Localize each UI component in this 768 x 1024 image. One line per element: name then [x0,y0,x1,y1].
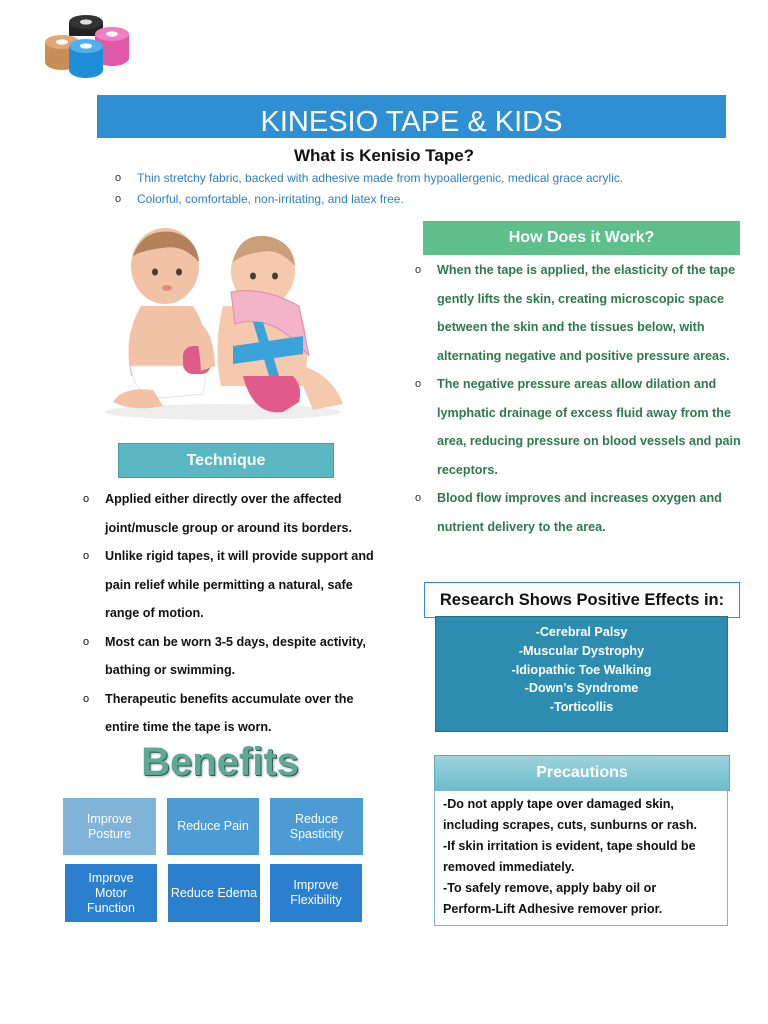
technique-list [83,485,383,742]
tile-label: Reduce Edema [170,885,258,900]
benefit-tile-posture [63,798,156,855]
list-item: o Applied either directly over the affected joint/muscle group or around its borders. [83,485,383,542]
research-header: Research Shows Positive Effects in: [424,582,740,618]
list-item: o The negative pressure areas allow dilation and lymphatic drainage of excess fluid away from the area, reducing pressure on blood vessels and pain receptors. [415,370,755,484]
list-item: o Blood flow improves and increases oxygen and nutrient delivery to the area. [415,484,755,541]
research-item: -Torticollis [549,700,614,715]
precaution-line: Perform-Lift Adhesive remover prior. [443,902,663,916]
precaution-line: -To safely remove, apply baby oil or [443,881,657,895]
precaution-line: -Do not apply tape over damaged skin, [443,797,674,811]
benefit-tile-edema [168,864,260,922]
benefit-tile-flexibility [270,864,362,922]
tile-label: Improve Posture [86,811,133,841]
precautions-box [434,790,728,926]
subtitle: What is Kenisio Tape? [293,146,475,165]
how-it-works-list [415,256,755,541]
tile-label: Improve Motor Function [87,870,135,915]
title-banner: KINESIO TAPE & KIDS [97,95,726,138]
benefit-tile-pain [167,798,259,855]
benefit-tile-spasticity [270,798,363,855]
tape-rolls-logo [40,14,132,80]
precaution-line: including scrapes, cuts, sunburns or rash. [443,818,698,832]
list-item: o Therapeutic benefits accumulate over the entire time the tape is worn. [83,685,383,742]
list-item: o Unlike rigid tapes, it will provide support and pain relief while permitting a natural, safe range of motion. [83,542,383,628]
precautions-header: Precautions [434,755,730,791]
list-item: o When the tape is applied, the elasticity of the tape gently lifts the skin, creating microscopic space between the skin and the tissues below, with alternating negative and positive pressure areas. [415,256,755,370]
tile-label: Improve Flexibility [290,878,342,907]
list-item: o Colorful, comfortable, non-irritating, and latex free. [115,189,735,210]
benefit-tile-motor [65,864,157,922]
research-box [435,616,728,732]
list-item: o Thin stretchy fabric, backed with adhesive made from hypoallergenic, medical grace acrylic. [115,168,735,189]
list-item: o Most can be worn 3-5 days, despite activity, bathing or swimming. [83,628,383,685]
benefits-title: Benefits [141,740,299,784]
precaution-line: -If skin irritation is evident, tape should be [443,839,696,853]
tile-label: Reduce Spasticity [289,811,344,841]
research-item: -Cerebral Palsy [535,625,628,639]
precaution-line: removed immediately. [443,860,575,874]
intro-list [115,168,735,210]
tile-label: Reduce Pain [177,819,249,833]
how-it-works-header: How Does it Work? [423,221,740,255]
babies-illustration [103,226,353,420]
research-item: -Idiopathic Toe Walking [511,662,652,677]
research-item: -Muscular Dystrophy [518,643,645,658]
research-item: -Down’s Syndrome [524,681,639,696]
technique-header: Technique [118,443,334,478]
